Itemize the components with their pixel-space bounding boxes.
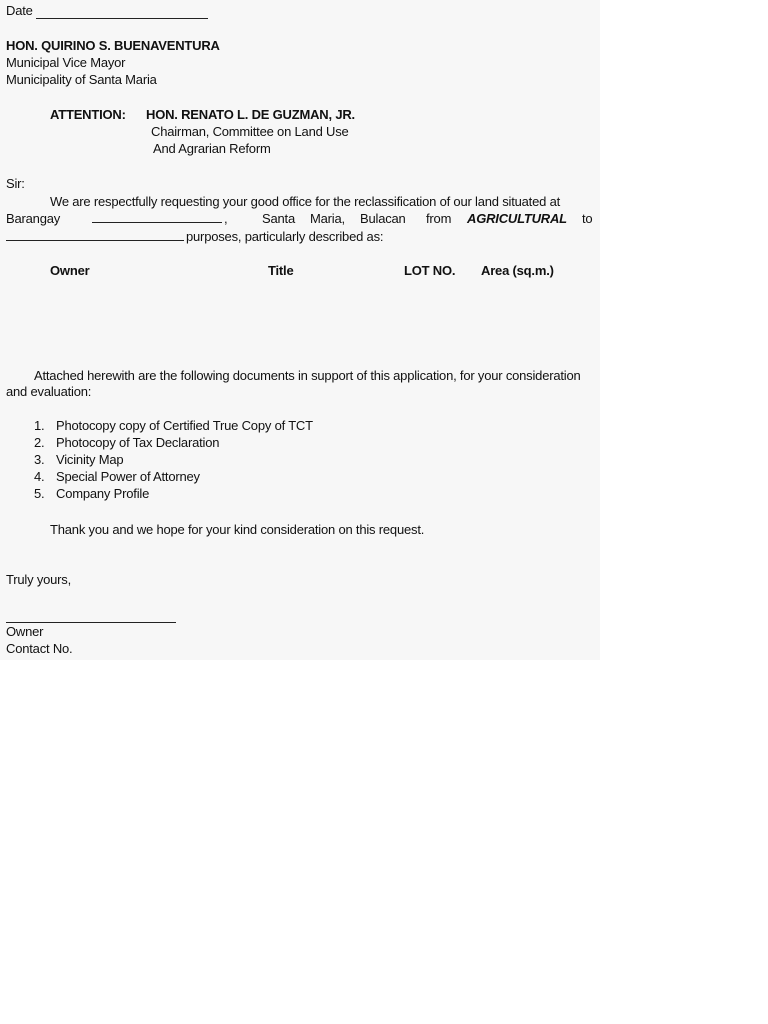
complimentary-close: Truly yours, (6, 572, 72, 587)
list-item: 2. Photocopy of Tax Declaration (34, 435, 220, 450)
paragraph-1-line-3: purposes, particularly described as: (186, 229, 384, 244)
paragraph-1-to: to (582, 211, 593, 226)
list-item: 3. Vicinity Map (34, 452, 124, 467)
table-header-area: Area (sq.m.) (481, 263, 554, 278)
table-header-title: Title (268, 263, 294, 278)
salutation: Sir: (6, 176, 25, 191)
table-header-owner: Owner (50, 263, 90, 278)
paragraph-2-line-2: and evaluation: (6, 384, 92, 399)
table-header-lot-no: LOT NO. (404, 263, 456, 278)
list-item: 5. Company Profile (34, 486, 150, 501)
list-item: 4. Special Power of Attorney (34, 469, 200, 484)
addressee-office: Municipality of Santa Maria (6, 72, 157, 87)
attention-name: HON. RENATO L. DE GUZMAN, JR. (146, 107, 355, 122)
addressee-position: Municipal Vice Mayor (6, 55, 126, 70)
date-blank (36, 6, 208, 19)
date-label: Date (6, 3, 33, 18)
signer-label: Owner (6, 624, 44, 639)
paragraph-1-santa: Santa (262, 211, 295, 226)
paragraph-1-maria: Maria, (310, 211, 345, 226)
date-line (6, 3, 208, 19)
list-item: 1. Photocopy copy of Certified True Copy of TCT (34, 418, 313, 433)
paragraph-1-bulacan: Bulacan (360, 211, 406, 226)
purpose-blank (6, 228, 184, 241)
attention-position-1: Chairman, Committee on Land Use (151, 124, 349, 139)
signature-line (6, 610, 176, 623)
paragraph-2-line-1: Attached herewith are the following documents in support of this application, for your consideration (34, 368, 581, 383)
paragraph-1-from: from (426, 211, 452, 226)
attention-label: ATTENTION: (50, 107, 126, 122)
paragraph-1-barangay: Barangay (6, 211, 61, 226)
contact-label: Contact No. (6, 641, 73, 656)
addressee-name: HON. QUIRINO S. BUENAVENTURA (6, 38, 220, 53)
paragraph-1-agricultural: AGRICULTURAL (467, 211, 567, 226)
paragraph-1-comma: , (224, 211, 228, 226)
thanks-paragraph: Thank you and we hope for your kind consideration on this request. (50, 522, 425, 537)
paragraph-1-line-1: We are respectfully requesting your good office for the reclassification of our land situated at (50, 194, 561, 209)
barangay-blank (92, 210, 222, 223)
attention-position-2: And Agrarian Reform (153, 141, 271, 156)
